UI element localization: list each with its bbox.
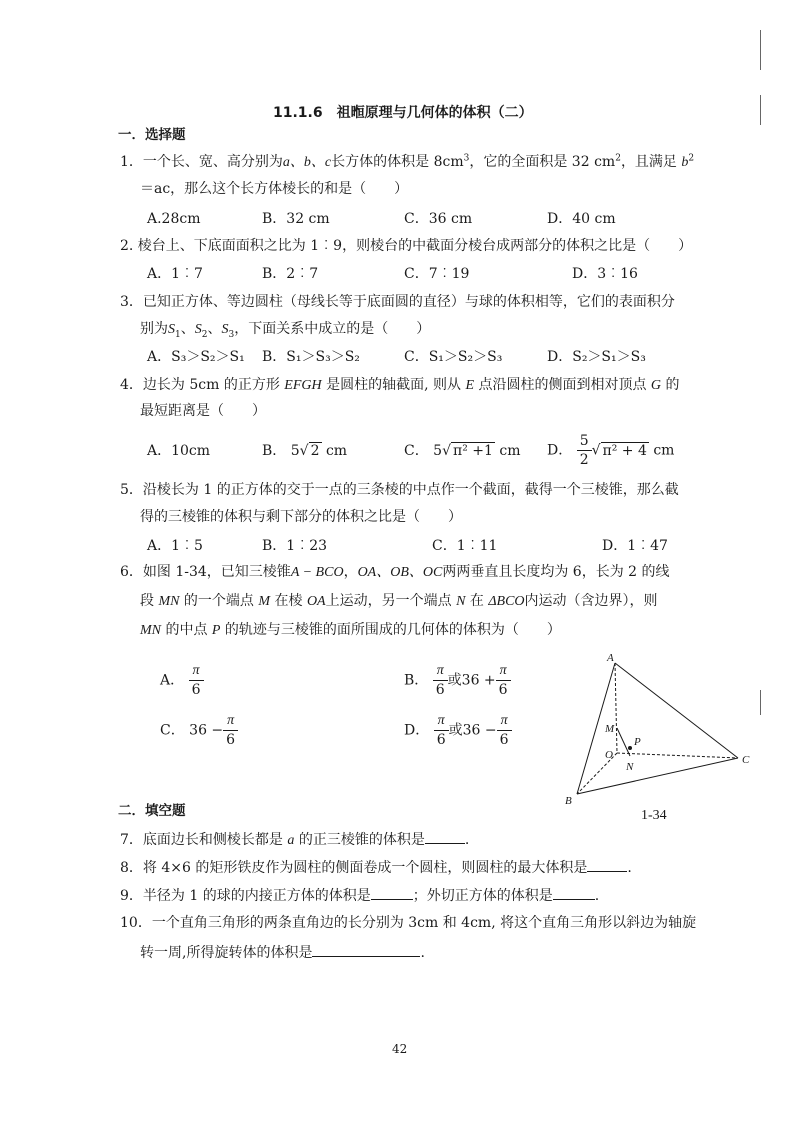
- edge-ao: [615, 663, 617, 753]
- question-2-option-b[interactable]: B．2︰7: [262, 266, 319, 282]
- page-number: 42: [392, 1042, 408, 1056]
- question-1-option-c[interactable]: C．36 cm: [404, 211, 473, 227]
- question-4-option-b[interactable]: B． 5√ 2 cm: [262, 443, 348, 459]
- section-heading-choice: 一．选择题: [118, 127, 186, 143]
- question-3-option-b[interactable]: B．S₁＞S₃＞S₂: [262, 349, 360, 365]
- section-heading-fill: 二．填空题: [118, 803, 186, 819]
- question-5-option-c[interactable]: C．1︰11: [432, 538, 498, 554]
- question-4-option-a[interactable]: A．10cm: [147, 443, 211, 459]
- question-2-option-d[interactable]: D．3︰16: [572, 266, 638, 282]
- question-1-option-d[interactable]: D．40 cm: [547, 211, 616, 227]
- question-6-line-3: MN 的中点 P 的轨迹与三棱锥的面所围成的几何体的体积为（ ）: [140, 622, 561, 638]
- question-3-line-1: 3．已知正方体、等边圆柱（母线长等于底面圆的直径）与球的体积相等，它们的表面积分: [120, 294, 675, 310]
- label-m: M: [605, 723, 615, 735]
- question-4-line-2: 最短距离是（ ）: [140, 403, 266, 419]
- answer-blank-10[interactable]: [312, 942, 420, 957]
- question-7: 7．底面边长和侧棱长都是 a 的正三棱锥的体积是 .: [120, 829, 469, 850]
- question-1-line-1: 1．一个长、宽、高分别为a、b、c长方体的体积是 $8cm^3$，它的全面积是 32 $cm^2$，且满足 $b^2$: [120, 153, 695, 170]
- question-3-option-a[interactable]: A．S₃＞S₂＞S₁: [147, 349, 245, 365]
- question-6-line-1: 6．如图 1-34，已知三棱锥A − BCO，OA、OB、OC两两垂直且长度均为 6，长为 2 的线: [120, 564, 670, 580]
- question-2-option-a[interactable]: A．1︰7: [147, 266, 203, 282]
- question-1-option-a[interactable]: A.28cm: [147, 211, 201, 227]
- question-5-option-b[interactable]: B．1︰23: [262, 538, 328, 554]
- question-5-line-1: 5．沿棱长为 1 的正方体的交于一点的三条棱的中点作一个截面，截得一个三棱锥，那么截: [120, 482, 679, 498]
- edge-bc: [577, 758, 738, 794]
- label-c: C: [742, 754, 750, 766]
- label-a: A: [607, 652, 614, 664]
- question-5-line-2: 得的三棱锥的体积与剩下部分的体积之比是（ ）: [140, 509, 462, 525]
- question-10-line-2: 转一周,所得旋转体的体积是 .: [140, 942, 425, 962]
- question-2-text: 2. 棱台上、下底面面积之比为 1︰9，则棱台的中截面分棱台成两部分的体积之比是（ ）: [120, 238, 693, 254]
- question-4-line-1: 4．边长为 5cm 的正方形 EFGH 是圆柱的轴截面, 则从 E 点沿圆柱的侧面到相对顶点 G 的: [120, 377, 680, 393]
- question-8: 8．将 4×6 的矩形铁皮作为圆柱的侧面卷成一个圆柱，则圆柱的最大体积是 .: [120, 857, 632, 877]
- tetrahedron-figure: [560, 650, 770, 810]
- question-6-line-2: 段 MN 的一个端点 M 在棱 OA上运动，另一个端点 N 在 ΔBCO内运动（含边界），则: [140, 593, 658, 609]
- question-5-option-d[interactable]: D．1︰47: [602, 538, 668, 554]
- question-6-option-d[interactable]: D． $\frac{\pi}{6}$ 或36 − $\frac{\pi}{6}$: [404, 712, 512, 749]
- label-n: N: [626, 761, 634, 773]
- segment-mn: [617, 728, 630, 756]
- answer-blank-8[interactable]: [587, 857, 627, 872]
- figure-caption: 1-34: [641, 808, 667, 823]
- question-4-option-d[interactable]: D． $\frac{5}{2}$ √ π² + 4 cm: [547, 433, 675, 468]
- question-3-line-2: 别为$S_1$、$S_2$、$S_3$，下面关系中成立的是（ ）: [140, 321, 431, 340]
- label-p: P: [634, 736, 641, 748]
- question-9: 9．半径为 1 的球的内接正方体的体积是 ；外切正方体的体积是 .: [120, 885, 599, 905]
- page-title: 11.1.6 祖暅原理与几何体的体积（二）: [273, 105, 533, 121]
- answer-blank-9b[interactable]: [553, 885, 595, 900]
- answer-blank-9a[interactable]: [371, 885, 413, 900]
- question-6-option-b[interactable]: B． $\frac{\pi}{6}$ 或36 + $\frac{\pi}{6}$: [404, 662, 511, 699]
- label-o: O: [605, 749, 613, 761]
- question-1-line-2: ＝ac，那么这个长方体棱长的和是（ ）: [140, 181, 409, 197]
- question-6-option-a[interactable]: A． $\frac{\pi}{6}$: [160, 662, 204, 699]
- point-p: [628, 746, 632, 750]
- question-10-line-1: 10．一个直角三角形的两条直角边的长分别为 3cm 和 4cm, 将这个直角三角形以斜边为轴旋: [120, 915, 697, 931]
- question-3-option-c[interactable]: C．S₁＞S₂＞S₃: [404, 349, 503, 365]
- question-4-option-c[interactable]: C． 5√ π² +1 cm: [404, 443, 521, 459]
- question-3-option-d[interactable]: D．S₂＞S₁＞S₃: [547, 349, 646, 365]
- label-b: B: [565, 795, 572, 807]
- question-2-option-c[interactable]: C．7︰19: [404, 266, 470, 282]
- edge-oc: [617, 753, 738, 758]
- answer-blank-7[interactable]: [425, 829, 465, 844]
- scan-mark: [760, 30, 761, 70]
- question-1-option-b[interactable]: B．32 cm: [262, 211, 330, 227]
- question-5-option-a[interactable]: A．1︰5: [147, 538, 203, 554]
- question-6-option-c[interactable]: C． 36 − $\frac{\pi}{6}$: [160, 712, 238, 749]
- scan-mark: [760, 95, 761, 125]
